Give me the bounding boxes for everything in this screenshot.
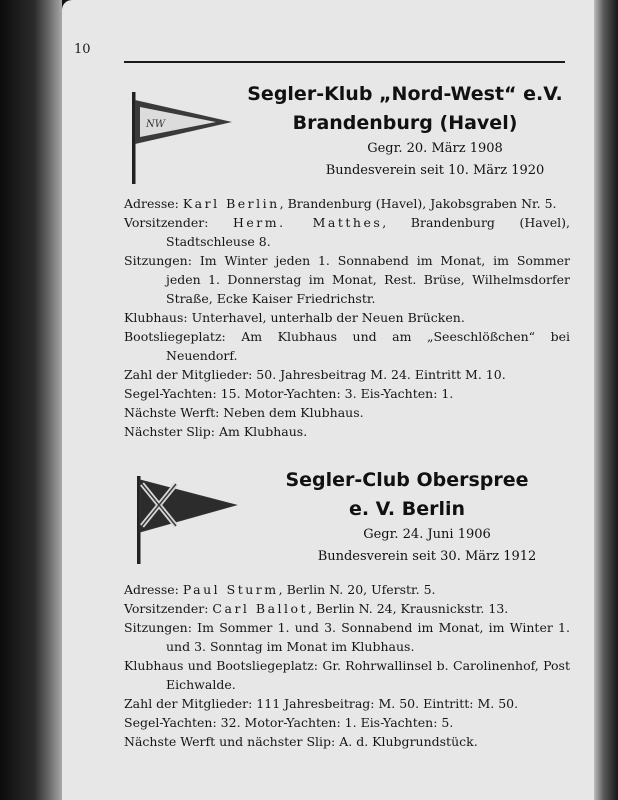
entry-value: Unterhavel, unterhalb der Neuen Brücken. bbox=[191, 310, 465, 325]
meetings-entry bbox=[124, 618, 570, 656]
entry-value: 50. Jahresbeitrag M. 24. Eintritt M. 10. bbox=[256, 367, 506, 382]
entry-label: Sitzungen: bbox=[124, 620, 192, 635]
members-entry bbox=[124, 365, 570, 384]
founding-date: Gegr. 24. Juni 1906 bbox=[363, 527, 491, 542]
flag-monogram: NW bbox=[146, 119, 166, 130]
entry-value: 15. Motor-Yachten: 3. Eis-Yachten: 1. bbox=[220, 386, 454, 401]
yachts-entry bbox=[124, 384, 570, 403]
chair-entry bbox=[124, 213, 570, 251]
entry-label: Klubhaus: bbox=[124, 310, 188, 325]
entry-label: Nächste Werft: bbox=[124, 405, 220, 420]
entry-value: 32. Motor-Yachten: 1. Eis-Yachten: 5. bbox=[220, 715, 454, 730]
entry-value: Im Winter jeden 1. Sonnabend im Monat, im Sommer jeden 1. Donnerstag im Monat, Rest. Brüse, Wilhelmsdorfer Straße, Ecke Kaiser Friedrichstr. bbox=[166, 253, 570, 306]
entry-label: Adresse: bbox=[124, 582, 179, 597]
club-name-line2: e. V. Berlin bbox=[348, 498, 466, 520]
mooring-entry bbox=[124, 327, 570, 365]
entry-label: Segel-Yachten: bbox=[124, 386, 217, 401]
club-heading bbox=[240, 80, 570, 182]
entry-label: Adresse: bbox=[124, 196, 179, 211]
club-name: Segler-Club Oberspree bbox=[285, 469, 529, 491]
entry-name: Karl Berlin bbox=[182, 196, 280, 211]
entry-name: Paul Sturm bbox=[182, 582, 279, 597]
book-gutter bbox=[0, 0, 62, 800]
shipyard-slip-entry bbox=[124, 732, 570, 751]
clubhouse-entry bbox=[124, 308, 570, 327]
entry-label: Nächster Slip: bbox=[124, 424, 215, 439]
members-entry bbox=[124, 694, 570, 713]
address-entry bbox=[124, 194, 570, 213]
entry-value: Am Klubhaus und am „Seeschlößchen“ bei Neuendorf. bbox=[166, 329, 570, 363]
entry-label: Zahl der Mitglieder: bbox=[124, 367, 253, 382]
entry-label: Vorsitzender: bbox=[124, 215, 209, 230]
entry-name: Herm. Matthes bbox=[232, 215, 383, 230]
saltire-pennant-icon bbox=[132, 474, 242, 566]
club-heading bbox=[244, 466, 570, 568]
pennant-flag-icon bbox=[126, 90, 236, 185]
entry-value: , Berlin N. 20, Uferstr. 5. bbox=[278, 582, 436, 597]
entry-label: Sitzungen: bbox=[124, 253, 192, 268]
meetings-entry bbox=[124, 251, 570, 308]
page-number: 10 bbox=[74, 42, 91, 57]
entry-name: Carl Ballot bbox=[212, 601, 309, 616]
entry-label: Zahl der Mitglieder: bbox=[124, 696, 253, 711]
entry-value: , Brandenburg (Havel), Stadtschleuse 8. bbox=[166, 215, 570, 249]
yachts-entry bbox=[124, 713, 570, 732]
entry-value: Gr. Rohrwallinsel b. Carolinenhof, Post Eichwalde. bbox=[166, 658, 570, 692]
entry-label: Vorsitzender: bbox=[124, 601, 209, 616]
founding-date: Gegr. 20. März 1908 bbox=[367, 141, 503, 156]
shipyard-entry bbox=[124, 403, 570, 422]
entry-label: Bootsliegeplatz: bbox=[124, 329, 226, 344]
entry-value: Im Sommer 1. und 3. Sonnabend im Monat, im Winter 1. und 3. Sonntag im Monat im Klubhaus. bbox=[166, 620, 570, 654]
entry-value: 111 Jahresbeitrag: M. 50. Eintritt: M. 50. bbox=[256, 696, 519, 711]
entry-value: A. d. Klubgrundstück. bbox=[339, 734, 478, 749]
club-name: Segler-Klub „Nord-West“ e.V. bbox=[247, 83, 563, 105]
clubhouse-entry bbox=[124, 656, 570, 694]
entry-value: Am Klubhaus. bbox=[218, 424, 308, 439]
slip-entry bbox=[124, 422, 570, 441]
entry-value: Neben dem Klubhaus. bbox=[223, 405, 364, 420]
entry-value: , Brandenburg (Havel), Jakobsgraben Nr. 5. bbox=[279, 196, 557, 211]
club-details bbox=[124, 580, 570, 751]
book-edge bbox=[594, 0, 618, 800]
address-entry bbox=[124, 580, 570, 599]
member-since: Bundesverein seit 10. März 1920 bbox=[325, 163, 545, 178]
entry-label: Segel-Yachten: bbox=[124, 715, 217, 730]
chair-entry bbox=[124, 599, 570, 618]
member-since: Bundesverein seit 30. März 1912 bbox=[317, 549, 537, 564]
entry-label: Klubhaus und Bootsliegeplatz: bbox=[124, 658, 318, 673]
club-name-line2: Brandenburg (Havel) bbox=[292, 112, 518, 134]
club-details bbox=[124, 194, 570, 441]
header-rule bbox=[124, 61, 565, 63]
entry-label: Nächste Werft und nächster Slip: bbox=[124, 734, 336, 749]
entry-value: , Berlin N. 24, Krausnickstr. 13. bbox=[308, 601, 509, 616]
